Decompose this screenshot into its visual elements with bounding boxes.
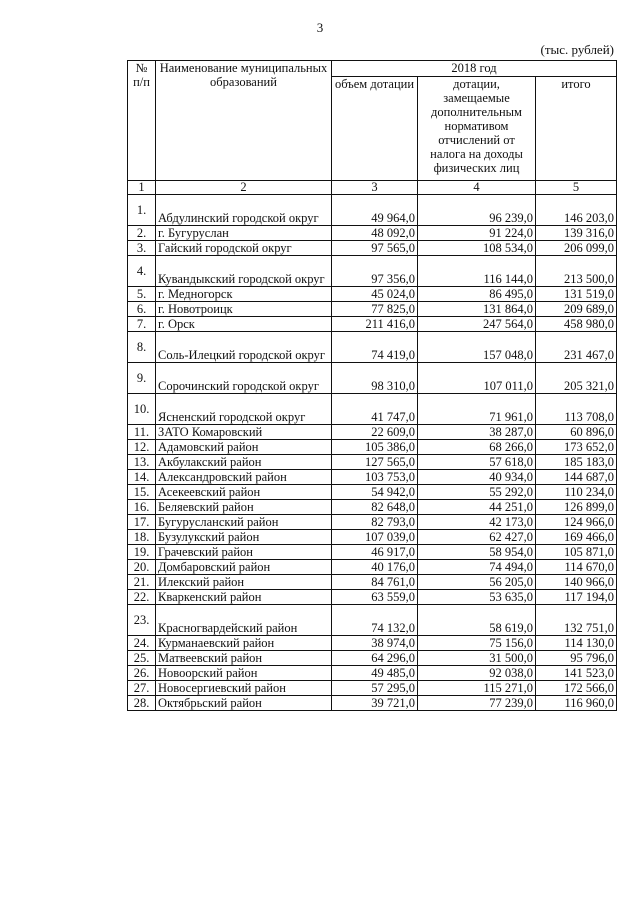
replaced-subsidy: 96 239,0 (418, 195, 536, 226)
replaced-subsidy: 91 224,0 (418, 226, 536, 241)
table-row (128, 651, 617, 666)
subsidy-volume: 127 565,0 (332, 455, 418, 470)
replaced-subsidy: 77 239,0 (418, 696, 536, 711)
subsidy-volume: 49 485,0 (332, 666, 418, 681)
table-row (128, 696, 617, 711)
total: 139 316,0 (536, 226, 617, 241)
subsidy-volume: 22 609,0 (332, 425, 418, 440)
municipality-name: ЗАТО Комаровский (156, 425, 332, 440)
subsidy-volume: 54 942,0 (332, 485, 418, 500)
page-number: 3 (316, 20, 324, 35)
row-number: 14. (128, 470, 156, 485)
total: 105 871,0 (536, 545, 617, 560)
municipality-name: г. Медногорск (156, 287, 332, 302)
header-number: № п/п (128, 61, 156, 181)
table-row (128, 666, 617, 681)
subsidy-volume: 97 565,0 (332, 241, 418, 256)
replaced-subsidy: 40 934,0 (418, 470, 536, 485)
subsidy-volume: 41 747,0 (332, 394, 418, 425)
table-header (128, 61, 617, 181)
table-row (128, 363, 617, 394)
subsidy-volume: 98 310,0 (332, 363, 418, 394)
replaced-subsidy: 31 500,0 (418, 651, 536, 666)
table-row (128, 226, 617, 241)
column-number-row (128, 181, 617, 195)
total: 114 670,0 (536, 560, 617, 575)
replaced-subsidy: 58 954,0 (418, 545, 536, 560)
table-body (128, 181, 617, 711)
municipality-name: Новоорский район (156, 666, 332, 681)
row-number: 15. (128, 485, 156, 500)
total: 110 234,0 (536, 485, 617, 500)
municipality-name: Октябрьский район (156, 696, 332, 711)
table-row (128, 195, 617, 226)
replaced-subsidy: 53 635,0 (418, 590, 536, 605)
subsidy-volume: 82 648,0 (332, 500, 418, 515)
subsidy-volume: 97 356,0 (332, 256, 418, 287)
row-number: 24. (128, 636, 156, 651)
replaced-subsidy: 42 173,0 (418, 515, 536, 530)
row-number: 19. (128, 545, 156, 560)
replaced-subsidy: 74 494,0 (418, 560, 536, 575)
header-subsidy-volume: объем дотации (332, 77, 418, 181)
table-row (128, 287, 617, 302)
total: 185 183,0 (536, 455, 617, 470)
row-number: 10. (128, 394, 156, 425)
municipality-name: Асекеевский район (156, 485, 332, 500)
row-number: 23. (128, 605, 156, 636)
subsidy-volume: 105 386,0 (332, 440, 418, 455)
total: 209 689,0 (536, 302, 617, 317)
replaced-subsidy: 75 156,0 (418, 636, 536, 651)
row-number: 21. (128, 575, 156, 590)
table-row (128, 425, 617, 440)
header-year: 2018 год (332, 61, 617, 77)
row-number: 11. (128, 425, 156, 440)
subsidy-volume: 103 753,0 (332, 470, 418, 485)
replaced-subsidy: 157 048,0 (418, 332, 536, 363)
replaced-subsidy: 58 619,0 (418, 605, 536, 636)
subsidy-volume: 48 092,0 (332, 226, 418, 241)
total: 173 652,0 (536, 440, 617, 455)
municipality-name: Курманаевский район (156, 636, 332, 651)
total: 140 966,0 (536, 575, 617, 590)
municipality-name: Красногвардейский район (156, 605, 332, 636)
total: 95 796,0 (536, 651, 617, 666)
table-row (128, 515, 617, 530)
row-number: 27. (128, 681, 156, 696)
replaced-subsidy: 131 864,0 (418, 302, 536, 317)
row-number: 7. (128, 317, 156, 332)
subsidy-volume: 38 974,0 (332, 636, 418, 651)
municipality-name: г. Новотроицк (156, 302, 332, 317)
subsidy-volume: 40 176,0 (332, 560, 418, 575)
municipality-name: г. Орск (156, 317, 332, 332)
total: 117 194,0 (536, 590, 617, 605)
replaced-subsidy: 107 011,0 (418, 363, 536, 394)
subsidy-volume: 63 559,0 (332, 590, 418, 605)
subsidy-table (127, 60, 617, 711)
municipality-name: Абдулинский городской округ (156, 195, 332, 226)
total: 126 899,0 (536, 500, 617, 515)
column-number: 5 (536, 181, 617, 195)
municipality-name: Адамовский район (156, 440, 332, 455)
header-replaced-subsidy: дотации, замещаемые дополнительным нормативом отчислений от налога на доходы физических лиц (418, 77, 536, 181)
total: 114 130,0 (536, 636, 617, 651)
units-label: (тыс. рублей) (540, 42, 614, 57)
municipality-name: Гайский городской округ (156, 241, 332, 256)
subsidy-volume: 39 721,0 (332, 696, 418, 711)
replaced-subsidy: 115 271,0 (418, 681, 536, 696)
table-row (128, 605, 617, 636)
total: 60 896,0 (536, 425, 617, 440)
subsidy-volume: 107 039,0 (332, 530, 418, 545)
municipality-name: Илекский район (156, 575, 332, 590)
row-number: 22. (128, 590, 156, 605)
column-number: 2 (156, 181, 332, 195)
subsidy-volume: 45 024,0 (332, 287, 418, 302)
table-row (128, 485, 617, 500)
table-row (128, 560, 617, 575)
table-row (128, 681, 617, 696)
replaced-subsidy: 56 205,0 (418, 575, 536, 590)
municipality-name: Соль-Илецкий городской округ (156, 332, 332, 363)
replaced-subsidy: 38 287,0 (418, 425, 536, 440)
total: 132 751,0 (536, 605, 617, 636)
total: 205 321,0 (536, 363, 617, 394)
subsidy-volume: 49 964,0 (332, 195, 418, 226)
row-number: 20. (128, 560, 156, 575)
total: 116 960,0 (536, 696, 617, 711)
total: 141 523,0 (536, 666, 617, 681)
row-number: 13. (128, 455, 156, 470)
replaced-subsidy: 71 961,0 (418, 394, 536, 425)
row-number: 17. (128, 515, 156, 530)
row-number: 2. (128, 226, 156, 241)
column-number: 3 (332, 181, 418, 195)
municipality-name: Кувандыкский городской округ (156, 256, 332, 287)
row-number: 8. (128, 332, 156, 363)
row-number: 3. (128, 241, 156, 256)
table-row (128, 241, 617, 256)
row-number: 9. (128, 363, 156, 394)
table-row (128, 545, 617, 560)
replaced-subsidy: 68 266,0 (418, 440, 536, 455)
total: 206 099,0 (536, 241, 617, 256)
column-number: 4 (418, 181, 536, 195)
table-row (128, 590, 617, 605)
replaced-subsidy: 92 038,0 (418, 666, 536, 681)
header-total: итого (536, 77, 617, 181)
replaced-subsidy: 116 144,0 (418, 256, 536, 287)
municipality-name: Акбулакский район (156, 455, 332, 470)
total: 144 687,0 (536, 470, 617, 485)
row-number: 4. (128, 256, 156, 287)
municipality-name: Новосергиевский район (156, 681, 332, 696)
total: 113 708,0 (536, 394, 617, 425)
municipality-name: Александровский район (156, 470, 332, 485)
table-row (128, 500, 617, 515)
row-number: 16. (128, 500, 156, 515)
municipality-name: Сорочинский городской округ (156, 363, 332, 394)
municipality-name: г. Бугуруслан (156, 226, 332, 241)
total: 213 500,0 (536, 256, 617, 287)
replaced-subsidy: 57 618,0 (418, 455, 536, 470)
subsidy-volume: 64 296,0 (332, 651, 418, 666)
total: 146 203,0 (536, 195, 617, 226)
municipality-name: Матвеевский район (156, 651, 332, 666)
replaced-subsidy: 86 495,0 (418, 287, 536, 302)
row-number: 25. (128, 651, 156, 666)
table-row (128, 394, 617, 425)
table-row (128, 530, 617, 545)
municipality-name: Кваркенский район (156, 590, 332, 605)
header-name: Наименование муниципальных образований (156, 61, 332, 181)
subsidy-volume: 46 917,0 (332, 545, 418, 560)
subsidy-volume: 57 295,0 (332, 681, 418, 696)
total: 231 467,0 (536, 332, 617, 363)
municipality-name: Беляевский район (156, 500, 332, 515)
municipality-name: Домбаровский район (156, 560, 332, 575)
total: 131 519,0 (536, 287, 617, 302)
table-row (128, 332, 617, 363)
replaced-subsidy: 247 564,0 (418, 317, 536, 332)
row-number: 26. (128, 666, 156, 681)
municipality-name: Бугурусланский район (156, 515, 332, 530)
subsidy-volume: 211 416,0 (332, 317, 418, 332)
column-number: 1 (128, 181, 156, 195)
municipality-name: Грачевский район (156, 545, 332, 560)
subsidy-volume: 82 793,0 (332, 515, 418, 530)
municipality-name: Бузулукский район (156, 530, 332, 545)
subsidy-volume: 77 825,0 (332, 302, 418, 317)
replaced-subsidy: 44 251,0 (418, 500, 536, 515)
row-number: 12. (128, 440, 156, 455)
table-row (128, 455, 617, 470)
total: 124 966,0 (536, 515, 617, 530)
replaced-subsidy: 62 427,0 (418, 530, 536, 545)
total: 169 466,0 (536, 530, 617, 545)
row-number: 28. (128, 696, 156, 711)
municipality-name: Ясненский городской округ (156, 394, 332, 425)
subsidy-volume: 74 419,0 (332, 332, 418, 363)
subsidy-volume: 84 761,0 (332, 575, 418, 590)
total: 458 980,0 (536, 317, 617, 332)
table-row (128, 317, 617, 332)
replaced-subsidy: 108 534,0 (418, 241, 536, 256)
total: 172 566,0 (536, 681, 617, 696)
row-number: 1. (128, 195, 156, 226)
table-row (128, 440, 617, 455)
replaced-subsidy: 55 292,0 (418, 485, 536, 500)
table-row (128, 575, 617, 590)
subsidy-volume: 74 132,0 (332, 605, 418, 636)
table-row (128, 256, 617, 287)
row-number: 18. (128, 530, 156, 545)
table-row (128, 636, 617, 651)
row-number: 6. (128, 302, 156, 317)
row-number: 5. (128, 287, 156, 302)
table-row (128, 302, 617, 317)
table-row (128, 470, 617, 485)
